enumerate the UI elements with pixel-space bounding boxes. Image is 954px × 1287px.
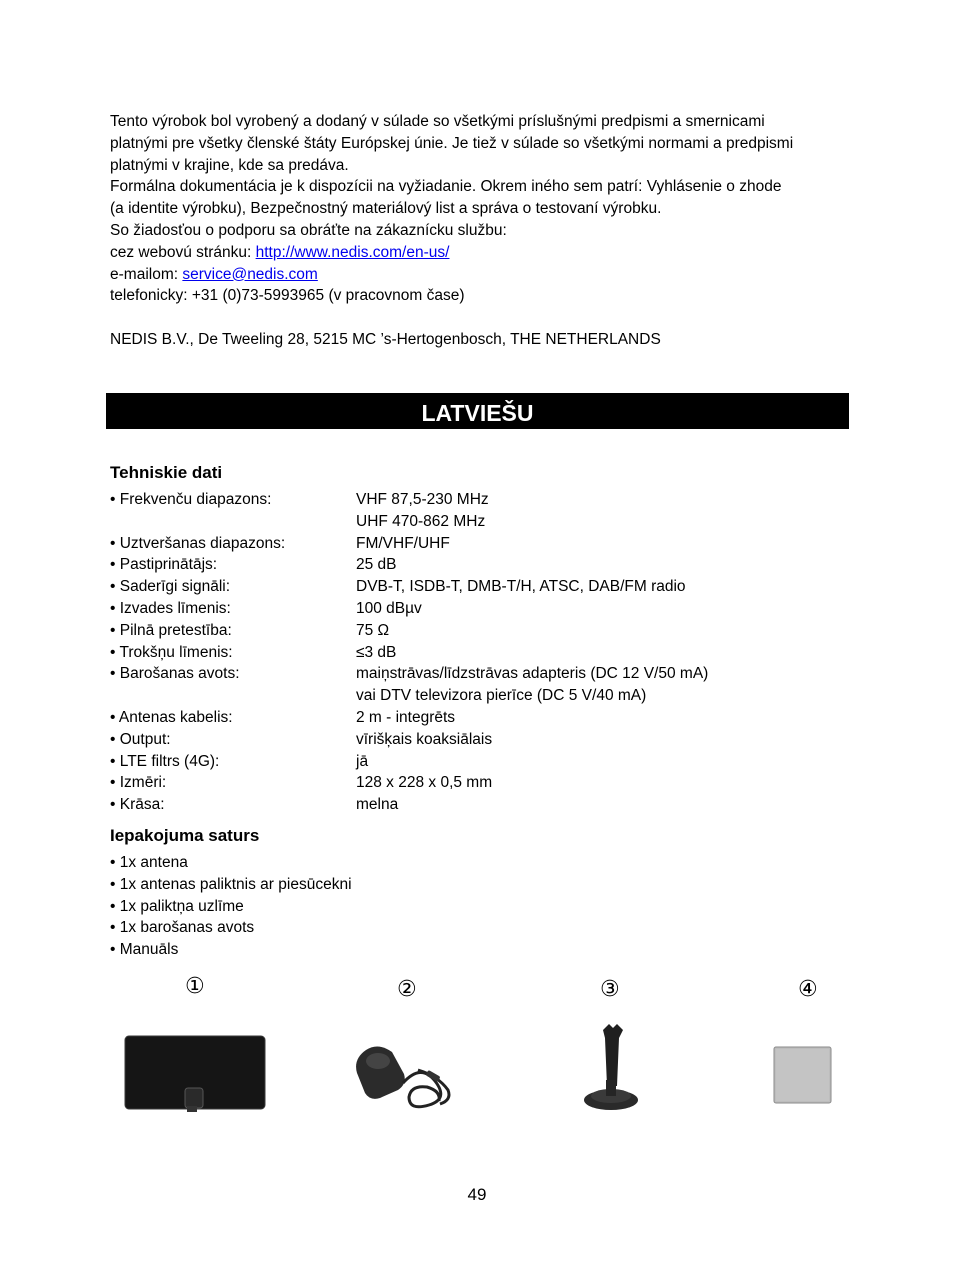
spec-row xyxy=(110,554,708,576)
contents-list xyxy=(110,852,352,961)
spec-label: • Antenas kabelis: xyxy=(110,708,233,726)
spec-value: DVB-T, ISDB-T, DMB-T/H, ATSC, DAB/FM radio xyxy=(356,578,686,596)
email-prefix: e-mailom: xyxy=(110,265,183,283)
spec-label: • Frekvenču diapazons: xyxy=(110,491,272,508)
sticker-pad-icon xyxy=(774,1047,831,1103)
phone-line: telefonicky: +31 (0)73-5993965 (v pracovnom čase) xyxy=(110,287,465,305)
spec-label: • Pilnā pretestība: xyxy=(110,621,232,639)
spec-value: UHF 470-862 MHz xyxy=(356,512,486,530)
intro-line: Tento výrobok bol vyrobený a dodaný v súlade so všetkými príslušnými predpismi a smernicami xyxy=(110,113,765,130)
spec-value: vīrišķais koaksiālais xyxy=(356,730,493,748)
spec-value: 100 dBµv xyxy=(356,599,422,617)
company-address: NEDIS B.V., De Tweeling 28, 5215 MC ’s-Hertogenbosch, THE NETHERLANDS xyxy=(110,331,661,348)
suction-stand-icon xyxy=(584,1024,638,1110)
contents-title: Iepakojuma saturs xyxy=(110,826,260,845)
intro-paragraph xyxy=(110,111,850,307)
intro-line: platnými pre všetky členské štáty Európskej únie. Je tiež v súlade so všetkými normami a predpismi xyxy=(110,134,794,152)
intro-line: Formálna dokumentácia je k dispozícii na vyžiadanie. Okrem iného sem patrí: Vyhlásenie o zhode xyxy=(110,178,782,196)
spec-label: • Uztveršanas diapazons: xyxy=(110,534,286,552)
spec-row xyxy=(110,663,708,685)
spec-row xyxy=(110,729,708,751)
spec-row xyxy=(110,751,708,773)
spec-row xyxy=(110,772,708,794)
spec-value: maiņstrāvas/līdzstrāvas adapteris (DC 12 V/50 mA) xyxy=(356,665,709,683)
email-link[interactable]: service@nedis.com xyxy=(182,265,318,283)
spec-label: • LTE filtrs (4G): xyxy=(110,752,220,770)
spec-value: melna xyxy=(356,796,399,814)
spec-value: vai DTV televizora pierīce (DC 5 V/40 mA) xyxy=(356,687,647,705)
spec-label: • Barošanas avots: xyxy=(110,665,240,683)
specs-list xyxy=(110,489,708,816)
figure-drawing xyxy=(108,975,844,1120)
spec-value: FM/VHF/UHF xyxy=(356,534,450,552)
intro-line: So žiadosťou o podporu sa obráťte na zákaznícku službu: xyxy=(110,221,507,239)
spec-label: • Izmēri: xyxy=(110,774,167,792)
intro-line: (a identite výrobku), Bezpečnostný materiálový list a správa o testovaní výrobku. xyxy=(110,200,662,218)
spec-row xyxy=(110,707,708,729)
web-link[interactable]: http://www.nedis.com/en-us/ xyxy=(255,243,450,261)
marker-2: ② xyxy=(397,976,417,1001)
web-line xyxy=(110,242,850,264)
spec-row xyxy=(110,598,708,620)
spec-label: • Trokšņu līmenis: xyxy=(110,643,233,661)
list-item: • 1x antena xyxy=(110,854,188,871)
spec-row xyxy=(110,576,708,598)
language-banner: LATVIEŠU xyxy=(106,393,849,429)
spec-label xyxy=(110,511,356,533)
intro-line: platnými v krajine, kde sa predáva. xyxy=(110,156,349,174)
spec-label: • Output: xyxy=(110,730,171,748)
spec-label: • Saderīgi signāli: xyxy=(110,578,231,596)
spec-value: 75 Ω xyxy=(356,621,390,639)
spec-label xyxy=(110,685,356,707)
spec-value: ≤3 dB xyxy=(356,643,397,661)
spec-value: 25 dB xyxy=(356,556,397,574)
list-item: • 1x paliktņa uzlīme xyxy=(110,897,244,915)
marker-3: ③ xyxy=(600,976,620,1001)
list-item: • 1x antenas paliktnis ar piesūcekni xyxy=(110,875,352,893)
spec-row xyxy=(110,620,708,642)
web-prefix: cez webovú stránku: xyxy=(110,243,256,261)
list-item: • 1x barošanas avots xyxy=(110,919,255,937)
spec-label: • Pastiprinātājs: xyxy=(110,556,218,574)
spec-value: VHF 87,5-230 MHz xyxy=(356,491,489,508)
spec-row xyxy=(110,794,708,816)
spec-row xyxy=(110,511,708,533)
flat-antenna-icon xyxy=(125,1036,265,1112)
email-line xyxy=(110,264,850,286)
marker-1: ① xyxy=(185,973,205,998)
specs-title: Tehniskie dati xyxy=(110,463,223,482)
spec-row xyxy=(110,642,708,664)
spec-value: 2 m - integrēts xyxy=(356,708,456,726)
spec-label: • Krāsa: xyxy=(110,796,165,814)
package-contents-figure xyxy=(108,975,844,1120)
spec-value: 128 x 228 x 0,5 mm xyxy=(356,774,493,792)
spec-row xyxy=(110,533,708,555)
spec-row xyxy=(110,489,708,511)
page-number: 49 xyxy=(467,1185,487,1204)
spec-row xyxy=(110,685,708,707)
marker-4: ④ xyxy=(798,976,818,1001)
spec-label: • Izvades līmenis: xyxy=(110,599,231,617)
list-item: • Manuāls xyxy=(110,941,179,959)
power-adapter-icon xyxy=(356,1046,449,1106)
spec-value: jā xyxy=(356,752,369,770)
